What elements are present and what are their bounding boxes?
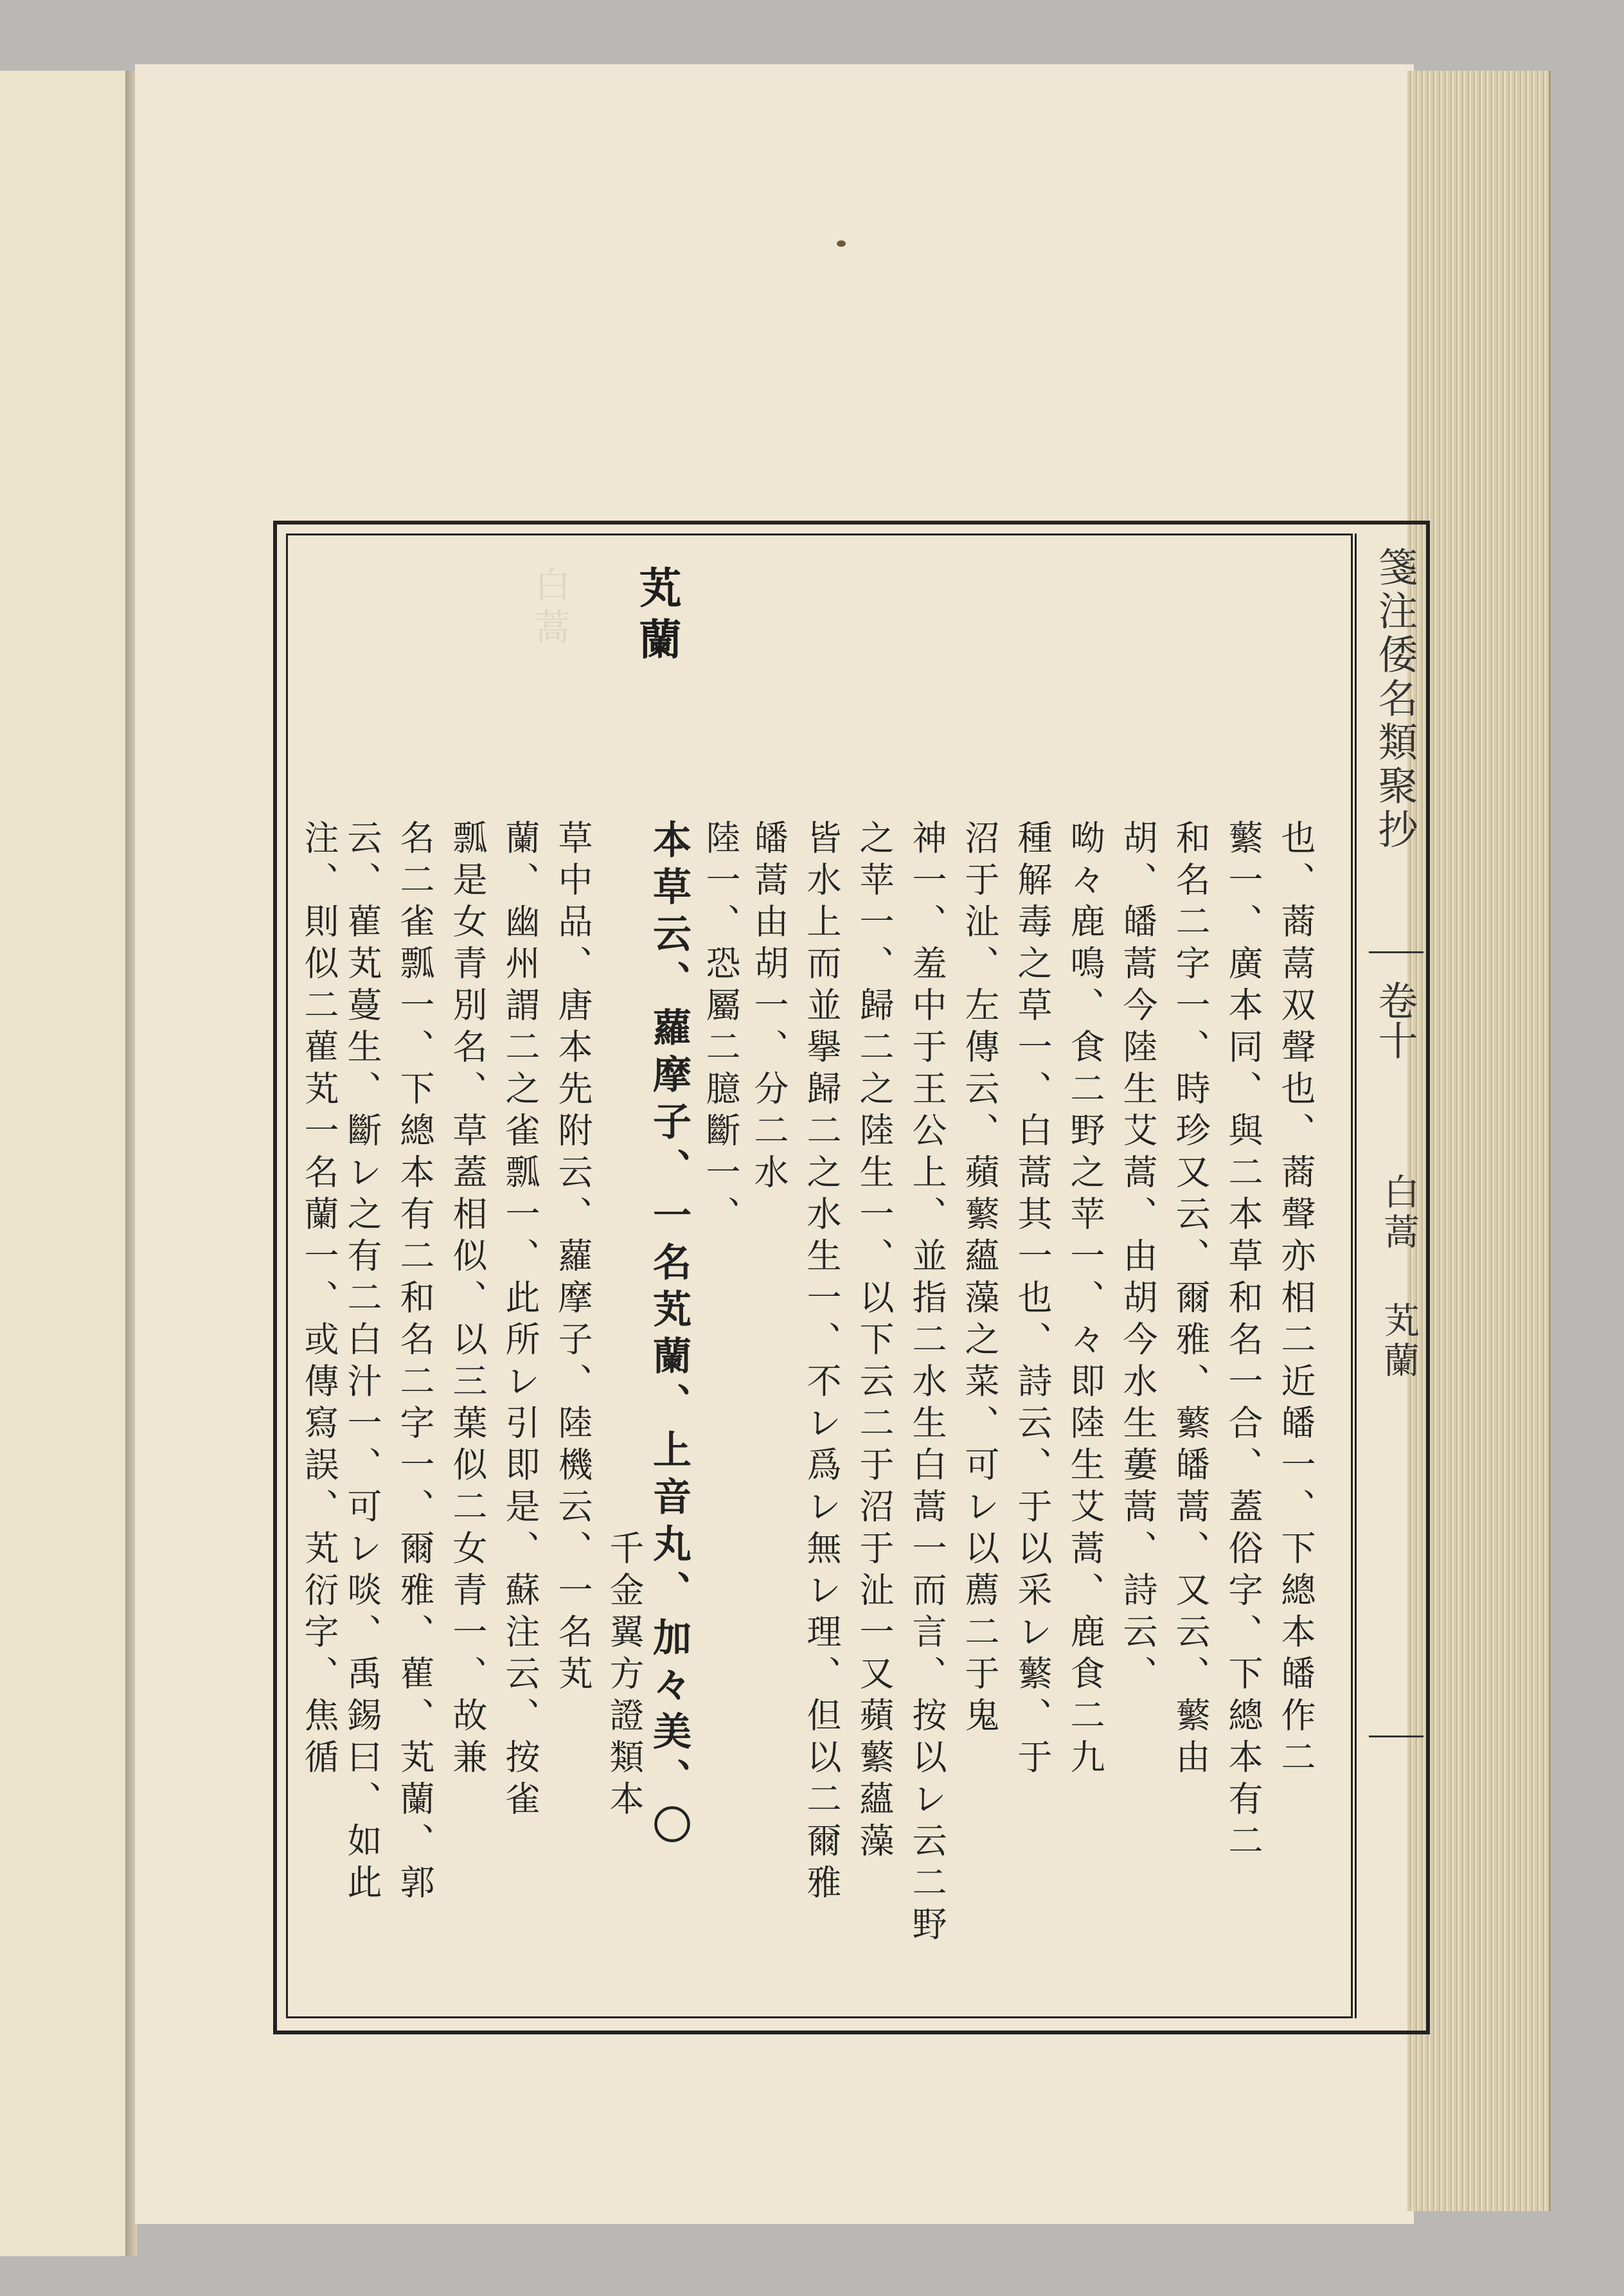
entry-title: 芄蘭 bbox=[632, 566, 682, 668]
heading-entry: 白蒿 bbox=[1378, 1173, 1420, 1253]
left-page bbox=[0, 71, 128, 2256]
text-column: 皆水上而並擧歸二之水生一、不レ爲レ無レ理、但以二爾雅 bbox=[801, 820, 842, 1906]
text-column: 也、蔏蒚双聲也、蔏聲亦相二近皤一、下總本皤作二 bbox=[1276, 820, 1316, 1780]
text-column: 胡、皤蒿今陸生艾蒿、由胡今水生蔞蒿、詩云、 bbox=[1118, 820, 1158, 1697]
text-column: 種解毒之草一、白蒿其一也、詩云、于以采レ蘩、于 bbox=[1012, 820, 1053, 1780]
entry-headings bbox=[1368, 1173, 1425, 1623]
volume-label: 卷十 bbox=[1371, 980, 1418, 1060]
text-column: 神一、羞中于王公上、並指二水生白蒿一而言、按以レ云二野 bbox=[907, 820, 947, 1948]
text-column: 皤蒿由胡一、分二水 bbox=[749, 820, 789, 1196]
heading-entry: 芄蘭 bbox=[1378, 1302, 1420, 1381]
text-column: 蘭、幽州謂二之雀瓢一、此所レ引即是、蘇注云、按雀 bbox=[500, 820, 540, 1822]
text-column: 千金翼方證類本 bbox=[604, 1530, 645, 1822]
text-column: 陸一、恐屬二臆斷一、 bbox=[700, 820, 741, 1237]
bleed-through-text: 白蒿 bbox=[529, 566, 571, 650]
ink-spot bbox=[837, 240, 846, 247]
text-column: 草中品、唐本先附云、蘿摩子、陸機云、一名芄 bbox=[553, 820, 593, 1697]
text-column: 呦々鹿鳴、食二野之苹一、々即陸生艾蒿、鹿食二九 bbox=[1065, 820, 1105, 1780]
text-column-main: 本草云、蘿摩子、一名芄蘭、上音丸、加々美、〇 bbox=[647, 820, 692, 1852]
text-column: 云、雚芄蔓生、斷レ之有二白汁一、可レ啖、禹錫曰、如此 bbox=[342, 820, 382, 1906]
text-column: 注、則似二雚芄一名蘭一、或傳寫誤、芄衍字、焦循 bbox=[299, 820, 339, 1780]
text-column: 瓢是女青別名、草蓋相似、以三葉似二女青一、故兼 bbox=[447, 820, 488, 1780]
text-column: 名二雀瓢一、下總本有二和名二字一、爾雅、雚、芄蘭、郭 bbox=[395, 820, 435, 1906]
book-title: 箋注倭名類聚抄 bbox=[1371, 546, 1418, 852]
text-column: 之苹一、歸二之陸生一、以下云二于沼于沚一又蘋蘩蘊藻 bbox=[854, 820, 895, 1864]
text-column: 蘩一、廣本同、與二本草和名一合、蓋俗字、下總本有二 bbox=[1223, 820, 1263, 1864]
running-head-rule bbox=[1369, 1735, 1423, 1737]
text-column: 和名二字一、時珍又云、爾雅、蘩皤蒿、又云、蘩由 bbox=[1170, 820, 1211, 1780]
text-column: 沼于沚、左傳云、蘋蘩蘊藻之菜、可レ以薦二于鬼 bbox=[959, 820, 1000, 1739]
running-head-rule bbox=[1369, 951, 1423, 953]
